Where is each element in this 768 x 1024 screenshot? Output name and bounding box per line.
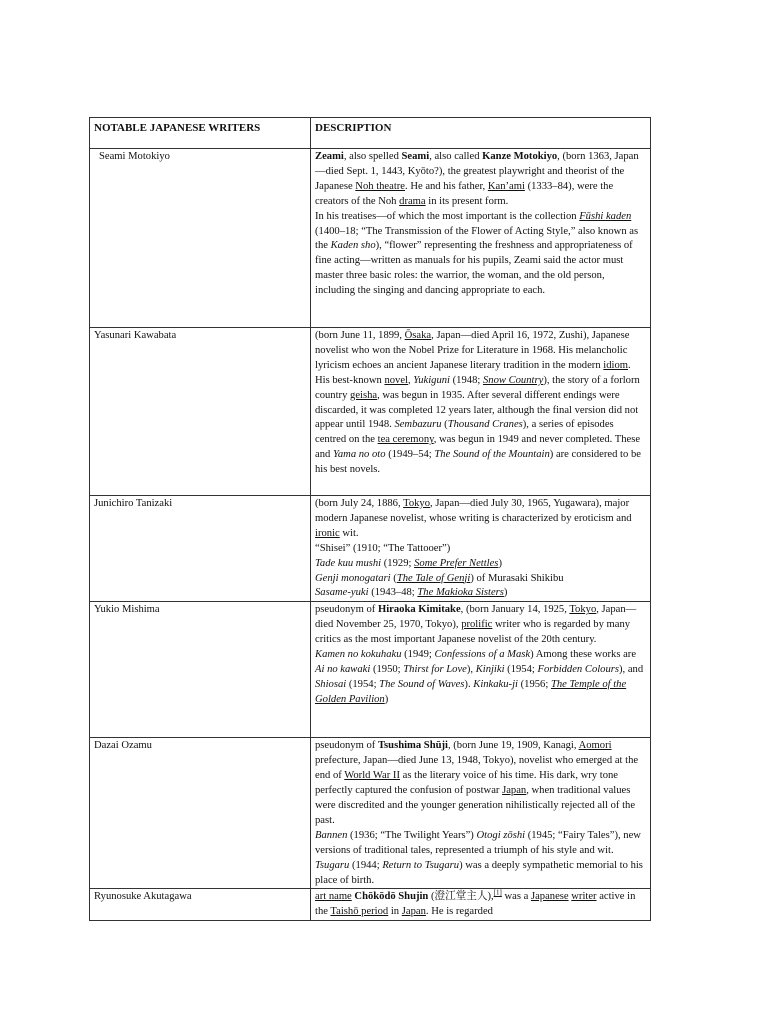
description-paragraph <box>315 572 647 587</box>
reference-link[interactable]: Japan <box>401 906 426 918</box>
description-cell <box>311 738 651 889</box>
text-run: Tade kuu mushi <box>315 557 382 569</box>
text-run: Sembazuru <box>394 419 442 431</box>
text-run: . He and his father, <box>405 180 488 192</box>
text-run: Yama no oto <box>332 449 386 461</box>
text-run: ) <box>503 587 508 599</box>
text-run: , Japan—died November 25, 1970, Tokyo), <box>315 604 637 631</box>
text-run: (1954; <box>346 678 380 690</box>
text-run: Otogi zōshi <box>476 829 526 841</box>
text-run: ) are considered to be his best novels. <box>315 449 641 476</box>
text-run: Shiosai <box>315 678 347 690</box>
description-paragraph <box>315 497 647 542</box>
writer-cell <box>90 738 311 889</box>
text-run: ) Among these works are <box>530 649 637 661</box>
text-run: Thirst for Love <box>403 663 467 675</box>
reference-link[interactable]: Fūshi kaden <box>579 210 632 222</box>
text-run: , was begun in 1949 and never completed. These and <box>315 434 641 461</box>
text-run: In his treatises—of which the most important is the collection <box>315 210 580 222</box>
text-run: (1333–84), were the creators of the Noh <box>315 180 614 207</box>
writer-cell <box>90 602 311 738</box>
reference-link[interactable]: Japan <box>502 785 527 797</box>
text-run: ). <box>464 678 474 690</box>
text-run: Yukiguni <box>413 374 450 386</box>
reference-link[interactable]: idiom <box>603 359 629 371</box>
writer-cell <box>90 889 311 921</box>
reference-link[interactable]: prolific <box>461 619 493 631</box>
text-run: ) was a deeply sympathetic memorial to his place of birth. <box>315 859 643 886</box>
text-run: Kanze Motokiyo <box>482 151 558 162</box>
writer-name: Yukio Mishima <box>94 604 160 616</box>
reference-link[interactable]: Aomori <box>578 740 612 752</box>
text-run: The Sound of the Mountain <box>434 449 550 461</box>
reference-link[interactable]: Some Prefer Nettles <box>414 557 499 569</box>
text-run: in <box>388 906 402 918</box>
text-run: Confessions of a Mask <box>434 649 531 661</box>
text-run: Zeami <box>315 151 344 162</box>
text-run: active in the <box>315 891 636 918</box>
text-run: ), and <box>619 663 644 675</box>
reference-link[interactable]: drama <box>399 195 426 207</box>
text-run: , <box>408 374 414 386</box>
text-run: , (born 1363, Japan—died Sept. 1, 1443, Kyōto?), the greatest playwright and theorist of the Japanese <box>315 151 639 192</box>
text-run: Tsushima Shūji <box>377 740 448 752</box>
text-run: pseudonym of <box>315 604 378 616</box>
reference-link[interactable]: writer <box>571 891 597 903</box>
text-run: ( <box>441 419 448 431</box>
text-run: (1943–48; <box>368 587 418 599</box>
text-run: His best-known <box>315 374 385 386</box>
text-run: (1948; <box>450 374 483 386</box>
text-run: (1400–18; “The Transmission of the Flower of Acting Style,” also known as the <box>315 225 639 252</box>
text-run: . <box>628 359 631 371</box>
text-run: (born June 11, 1899, <box>315 330 405 341</box>
writer-cell <box>90 328 311 496</box>
text-run: (1956; <box>517 678 551 690</box>
text-run: The Sound of Waves <box>379 678 465 690</box>
reference-link[interactable]: novel <box>384 374 408 386</box>
text-run: Thousand Cranes <box>447 419 523 431</box>
text-run: , when traditional values were discredited and the younger generation nihilistically rejected all of the past. <box>315 785 636 826</box>
text-run: Seami <box>401 151 430 162</box>
reference-link[interactable]: Japanese <box>530 891 569 903</box>
text-run: Kamen no kokuhaku <box>315 649 402 661</box>
description-paragraph <box>315 542 647 557</box>
reference-link[interactable]: The Makioka Sisters <box>417 587 504 599</box>
description-paragraph <box>315 829 647 889</box>
reference-link[interactable]: Taishō period <box>330 906 389 918</box>
text-run: Bannen <box>315 829 348 841</box>
writer-name: Seami Motokiyo <box>99 151 170 162</box>
description-paragraph <box>315 210 647 299</box>
text-run: (1929; <box>381 557 415 569</box>
text-run: , Japan—died April 16, 1972, Zushi), Japanese novelist who won the Nobel Prize for Literature in 1968. His melancholic lyricism echoes an ancient Japanese literary tradition in the modern <box>315 330 630 371</box>
writer-name: Junichiro Tanizaki <box>94 498 173 509</box>
description-paragraph <box>315 739 647 828</box>
text-run: (澄江堂主人), <box>428 891 494 903</box>
text-run: Ai no kawaki <box>315 663 371 675</box>
description-cell <box>311 889 651 921</box>
text-run: Sasame-yuki <box>315 587 369 599</box>
text-run: ), a series of episodes centred on the <box>315 419 614 446</box>
writer-name: Yasunari Kawabata <box>94 330 177 341</box>
text-run: wit. <box>339 527 359 539</box>
text-run: prefecture, Japan—died June 13, 1948, Tokyo), novelist who emerged at the end of <box>315 755 639 782</box>
description-cell <box>311 149 651 328</box>
text-run: ) <box>384 693 389 705</box>
text-run: pseudonym of <box>315 740 378 752</box>
text-run: Return to Tsugaru <box>382 859 460 871</box>
table-row <box>90 738 651 889</box>
table-row <box>90 328 651 496</box>
text-run: , also spelled <box>343 151 402 162</box>
text-run: (1949–54; <box>385 449 435 461</box>
writer-name: Dazai Ozamu <box>94 740 152 752</box>
text-run: ), the story of a forlorn country <box>315 374 640 401</box>
text-run: (1949; <box>401 649 435 661</box>
text-run: ) of Murasaki Shikibu <box>470 572 564 584</box>
description-paragraph <box>315 890 647 920</box>
reference-link[interactable]: The Temple of the Golden Pavilion <box>315 678 627 705</box>
description-cell <box>311 602 651 738</box>
text-run: Genji monogatari <box>315 572 391 584</box>
text-run: in its present form. <box>425 195 509 207</box>
reference-link[interactable]: The Tale of Genji <box>396 572 471 584</box>
reference-link[interactable]: Tokyo <box>403 498 431 509</box>
text-run: ( <box>390 572 397 584</box>
header-cell-writers <box>90 118 311 149</box>
text-run: Kinjiki <box>475 663 505 675</box>
description-cell <box>311 328 651 496</box>
text-run: ), <box>466 663 476 675</box>
text-run: , was begun in 1935. After several different endings were discarded, it was completed 12 years later, although the final version did not appear until 1948. <box>315 389 639 431</box>
reference-link[interactable]: ironic <box>315 527 340 539</box>
table-row <box>90 602 651 738</box>
text-run: , (born January 14, 1925, <box>460 604 570 616</box>
text-run: (1950; <box>370 663 404 675</box>
text-run: as the literary voice of his time. His dark, wry tone perfectly captured the confusion of postwar <box>315 770 618 797</box>
text-run: Tsugaru <box>315 859 350 871</box>
text-run: Kinkaku-ji <box>473 678 518 690</box>
reference-link[interactable]: Snow Country <box>482 374 544 386</box>
reference-link[interactable]: geisha <box>350 389 378 401</box>
table-header-row <box>90 118 651 149</box>
header-writers: NOTABLE JAPANESE WRITERS <box>94 122 261 134</box>
text-run: (1944; <box>349 859 383 871</box>
description-paragraph <box>315 603 647 648</box>
text-run: Kaden sho <box>330 240 376 252</box>
text-run: , Japan—died July 30, 1965, Yugawara), major modern Japanese novelist, whose writing is characterized by eroticism and <box>315 498 632 524</box>
text-run: Forbidden Colours <box>537 663 620 675</box>
writers-table <box>89 117 651 921</box>
text-run: , (born June 19, 1909, Kanagi, <box>447 740 579 752</box>
text-run: . He is regarded <box>425 906 493 918</box>
text-run: ), “flower” representing the freshness and appropriateness of fine acting—written as manuals for his pupils, Zeami said the actor must master three basic roles: the warrior, the woman, and the old person, including the singing and dancing appropriate to each. <box>315 240 633 297</box>
table-row <box>90 149 651 328</box>
text-run: (1936; “The Twilight Years”) <box>347 829 477 841</box>
writer-cell <box>90 149 311 328</box>
description-paragraph <box>315 557 647 572</box>
description-paragraph <box>315 648 647 708</box>
header-description: DESCRIPTION <box>315 122 392 134</box>
description-paragraph <box>315 586 647 601</box>
table-row <box>90 496 651 602</box>
text-run: , also called <box>429 151 483 162</box>
description-paragraph <box>315 374 647 478</box>
writer-name: Ryunosuke Akutagawa <box>94 891 192 903</box>
text-run: (1945; “Fairy Tales”), new versions of traditional tales, represented a triumph of his style and wit. <box>315 829 641 856</box>
table-row <box>90 889 651 921</box>
reference-link[interactable]: tea ceremony <box>377 434 434 446</box>
description-paragraph <box>315 150 647 210</box>
reference-link[interactable]: [1] <box>493 888 502 897</box>
writer-cell <box>90 496 311 602</box>
text-run: ) <box>498 557 502 569</box>
reference-link[interactable]: Kan’ami <box>487 180 525 192</box>
text-run: was a <box>501 891 531 903</box>
text-run: (1954; <box>504 663 538 675</box>
reference-link[interactable]: World War II <box>344 770 400 782</box>
text-run: Hiraoka Kimitake <box>377 604 461 616</box>
reference-link[interactable]: Tokyo <box>569 604 597 616</box>
reference-link[interactable]: Noh theatre <box>355 180 406 192</box>
text-run: writer who is regarded by many critics as the most important Japanese novelist of the 20th century. <box>315 619 631 646</box>
header-cell-description <box>311 118 651 149</box>
description-cell <box>311 496 651 602</box>
text-run: Chōkōdō Shujin <box>354 891 429 903</box>
reference-link[interactable]: Ōsaka <box>404 330 432 341</box>
description-paragraph <box>315 329 647 374</box>
text-run: “Shisei” (1910; “The Tattooer”) <box>315 542 451 554</box>
text-run: (born July 24, 1886, <box>315 498 404 509</box>
reference-link[interactable]: art name <box>315 891 352 903</box>
